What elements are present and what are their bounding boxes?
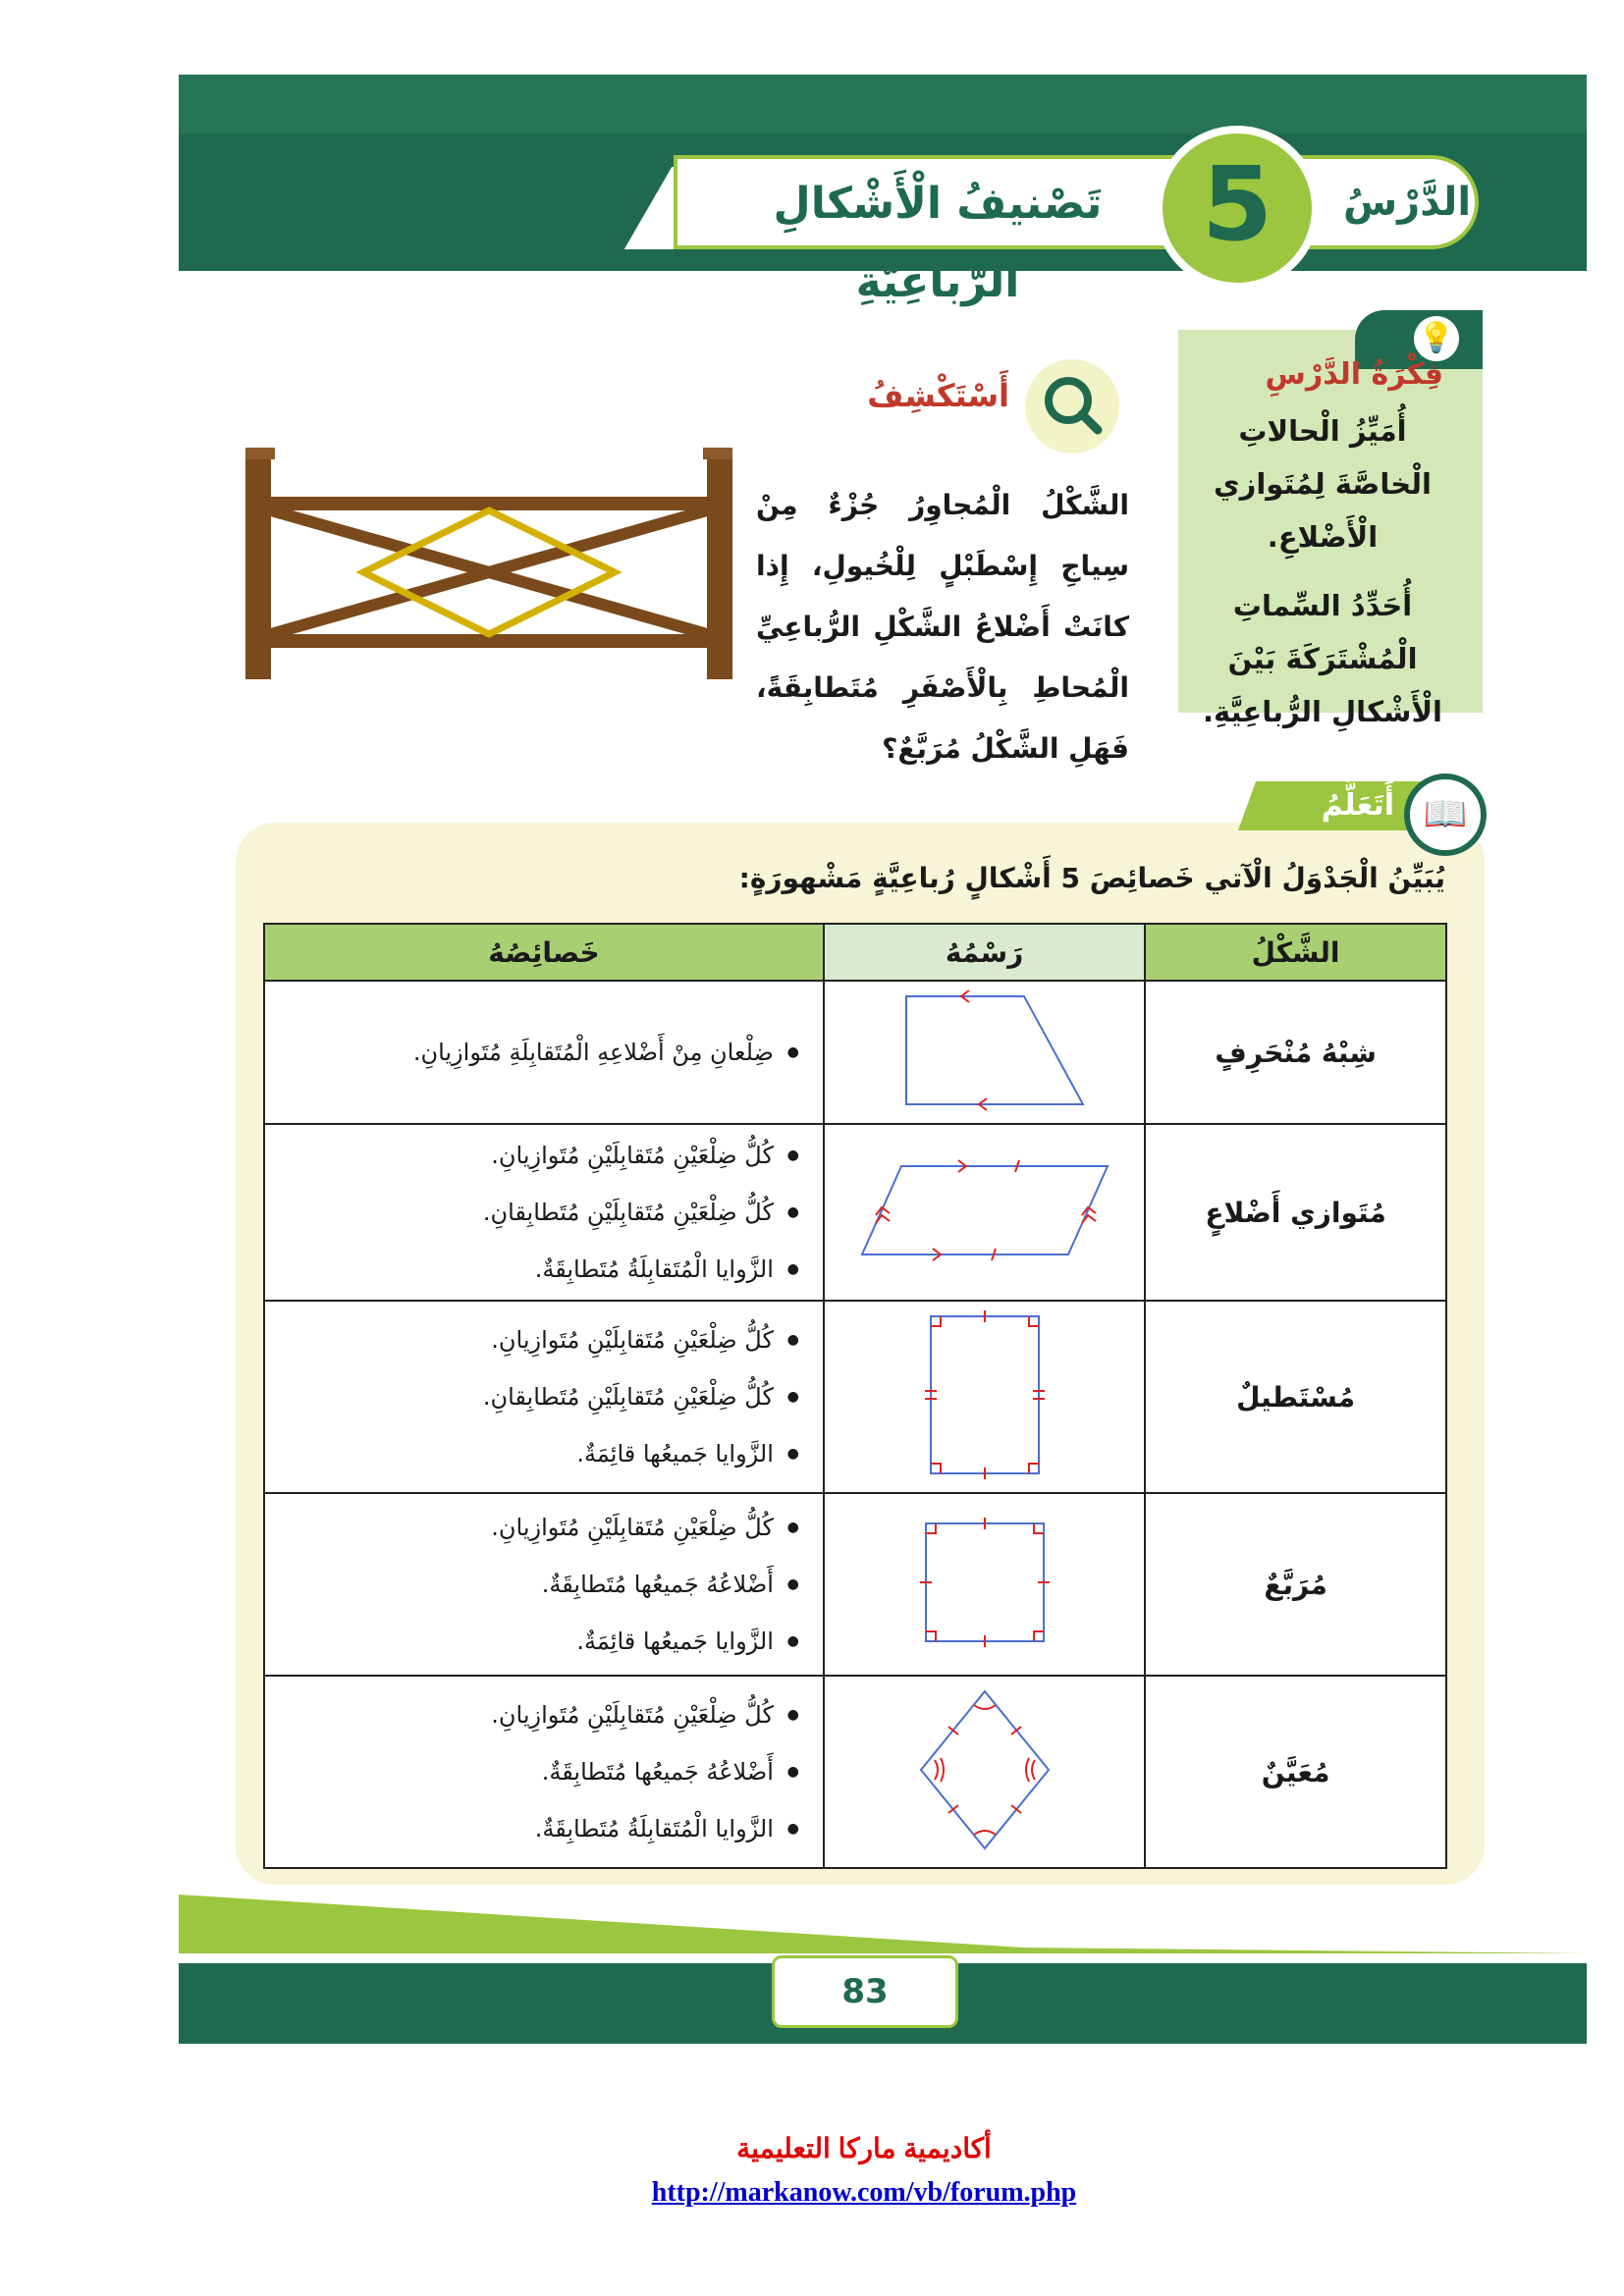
header-pattern — [179, 75, 1587, 133]
shape-drawing — [824, 1493, 1145, 1676]
property-item: ● الزَّوايا الْمُتَقابِلَةُ مُتَطابِقَةٌ. — [266, 1241, 774, 1298]
shape-properties — [264, 981, 824, 1124]
rhombus-drawing — [911, 1682, 1058, 1858]
learn-heading: أَتَعَلَّمُ — [1321, 788, 1394, 823]
table-row — [264, 1124, 1446, 1301]
column-header-drawing: رَسْمُهُ — [824, 924, 1145, 981]
explore-heading: أَسْتَكْشِفُ — [867, 377, 1009, 414]
shape-name: مُسْتَطيلٌ — [1145, 1301, 1446, 1493]
watermark-link[interactable]: http://markanow.com/vb/forum.php — [651, 2177, 1077, 2208]
rectangle-drawing — [916, 1307, 1054, 1483]
lesson-idea-line-2: أُحَدِّدُ السِّماتِ الْمُشْتَرَكَةَ بَيْنَ الْأَشْكالِ الرُّباعِيَّةِ. — [1203, 589, 1442, 728]
shape-drawing — [824, 1676, 1145, 1868]
table-header-row — [264, 924, 1446, 981]
property-item: ● ضِلْعانِ مِنْ أَضْلاعِهِ الْمُتَقابِلَةِ مُتَوازِيانِ. — [266, 1024, 774, 1081]
trapezoid-drawing — [877, 987, 1093, 1114]
table-row — [264, 1301, 1446, 1493]
property-item: ● أَضْلاعُهُ جَميعُها مُتَطابِقَةٌ. — [266, 1556, 774, 1613]
property-item: ● كُلُّ ضِلْعَيْنِ مُتَقابِلَيْنِ مُتَوازِيانِ. — [266, 1499, 774, 1556]
property-item: ● كُلُّ ضِلْعَيْنِ مُتَقابِلَيْنِ مُتَطابِقانِ. — [266, 1184, 774, 1241]
shape-name: مُعَيَّنٌ — [1145, 1676, 1446, 1868]
shape-name: مُتَوازي أَضْلاعٍ — [1145, 1124, 1446, 1301]
lesson-idea-line-1: أُمَيِّزُ الْحالاتِ الْخاصَّةَ لِمُتَوازي الْأَضْلاعِ. — [1214, 414, 1432, 554]
property-item: ● كُلُّ ضِلْعَيْنِ مُتَقابِلَيْنِ مُتَوازِيانِ. — [266, 1127, 774, 1184]
lesson-idea-heading: فِكْرَةُ الدَّرْسِ — [1265, 357, 1443, 392]
property-item: ● الزَّوايا جَميعُها قائِمَةٌ. — [266, 1425, 774, 1482]
shape-drawing — [824, 1124, 1145, 1301]
shape-drawing — [824, 981, 1145, 1124]
lesson-title: تَصْنيفُ الْأَشْكالِ الرُّباعِيَّةِ — [773, 179, 1103, 307]
shape-properties — [264, 1493, 824, 1676]
watermark-title: أكاديمية ماركا التعليمية — [736, 2133, 992, 2163]
page-number: 83 — [772, 1955, 958, 2028]
lesson-label: الدَّرْسُ — [1342, 180, 1472, 225]
property-item: ● كُلُّ ضِلْعَيْنِ مُتَقابِلَيْنِ مُتَوازِيانِ. — [266, 1311, 774, 1368]
table-row — [264, 1493, 1446, 1676]
book-icon: 📖 — [1404, 774, 1487, 856]
shape-name: مُرَبَّعٌ — [1145, 1493, 1446, 1676]
square-drawing — [916, 1514, 1054, 1651]
property-item: ● كُلُّ ضِلْعَيْنِ مُتَقابِلَيْنِ مُتَطابِقانِ. — [266, 1368, 774, 1425]
learn-intro: يُبَيِّنُ الْجَدْوَلُ الْآتي خَصائِصَ 5 أَشْكالٍ رُباعِيَّةٍ مَشْهورَةٍ: — [738, 862, 1445, 894]
magnifier-icon — [1025, 359, 1119, 454]
column-header-properties: خَصائِصُهُ — [264, 924, 824, 981]
fence-illustration — [245, 448, 736, 679]
table-row — [264, 981, 1446, 1124]
property-item: ● الزَّوايا جَميعُها قائِمَةٌ. — [266, 1613, 774, 1670]
table-row — [264, 1676, 1446, 1868]
quadrilaterals-table — [263, 923, 1447, 1869]
lesson-number: 5 — [1201, 144, 1273, 264]
parallelogram-drawing — [852, 1156, 1117, 1264]
explore-icon-circle — [1025, 359, 1119, 454]
property-item: ● الزَّوايا الْمُتَقابِلَةُ مُتَطابِقَةٌ. — [266, 1800, 774, 1857]
shape-properties — [264, 1124, 824, 1301]
lesson-idea-text — [1190, 404, 1455, 754]
lightbulb-icon: 💡 — [1414, 316, 1459, 361]
property-item: ● كُلُّ ضِلْعَيْنِ مُتَقابِلَيْنِ مُتَوازِيانِ. — [266, 1686, 774, 1743]
shape-properties — [264, 1676, 824, 1868]
footer-accent — [179, 1895, 1587, 1953]
shape-properties — [264, 1301, 824, 1493]
property-item: ● أَضْلاعُهُ جَميعُها مُتَطابِقَةٌ. — [266, 1743, 774, 1800]
shape-name: شِبْهُ مُنْحَرِفٍ — [1145, 981, 1446, 1124]
explore-text: الشَّكْلُ الْمُجاوِرُ جُزْءٌ مِنْ سِياجِ إِسْطَبْلٍ لِلْخُيولِ، إِذا كانَتْ أَضْلاعُ الشَّكْلِ الرُّباعِيِّ الْمُحاطِ بِالْأَصْفَرِ مُتَطابِقَةً، فَهَلِ الشَّكْلُ مُرَبَّعٌ؟ — [756, 489, 1129, 765]
shape-drawing — [824, 1301, 1145, 1493]
column-header-shape: الشَّكْلُ — [1145, 924, 1446, 981]
